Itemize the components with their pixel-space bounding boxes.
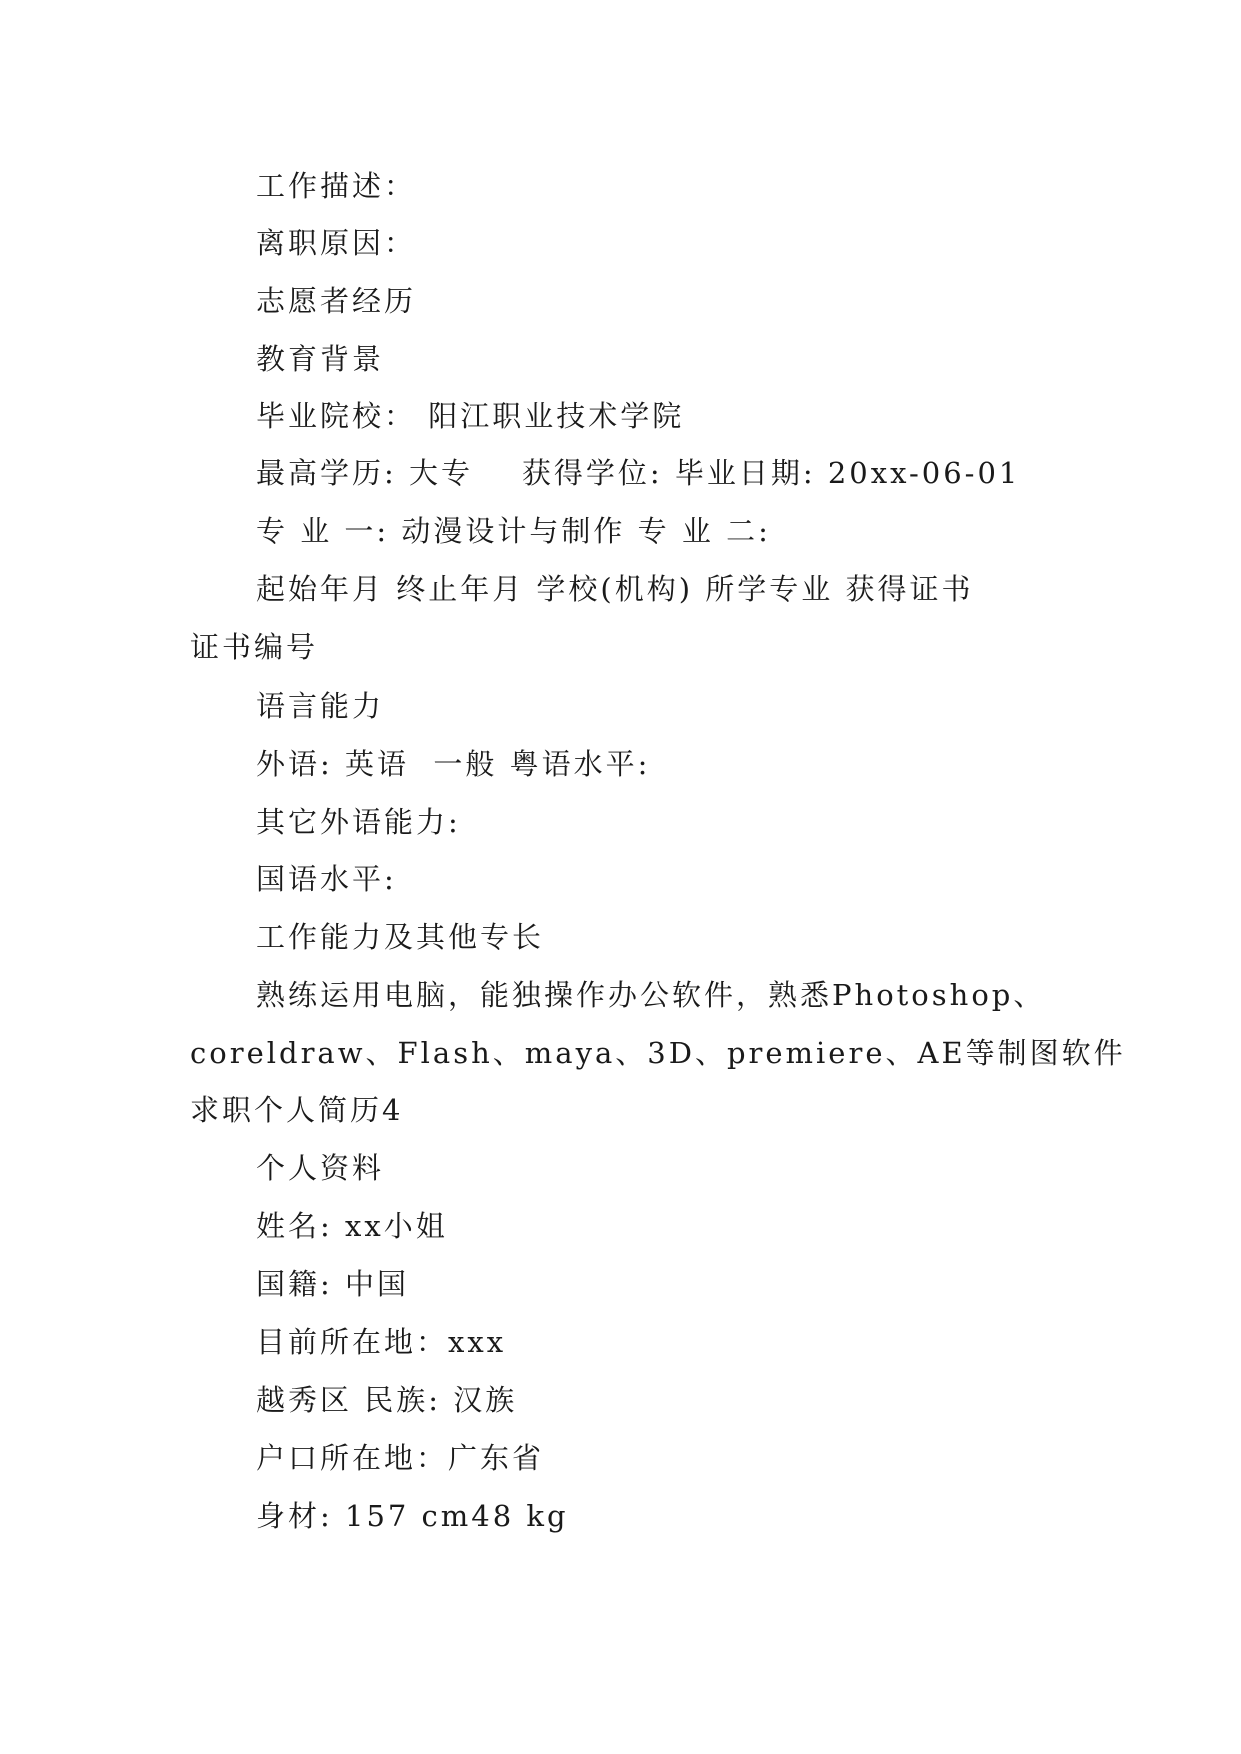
line-graduate-school: 毕业院校： 阳江职业技术学院 [256,399,685,433]
line-household-registration: 户口所在地：广东省 [256,1441,545,1475]
line-skills-1: 熟练运用电脑，能独操作办公软件，熟悉Photoshop、 [256,978,1046,1012]
line-job-description: 工作描述： [256,169,417,203]
line-certificate-number: 证书编号 [190,630,319,664]
line-current-location: 目前所在地：xxx [256,1325,507,1359]
section-language-heading: 语言能力 [256,689,385,723]
section-volunteer-heading: 志愿者经历 [256,284,417,318]
line-ethnicity: 越秀区 民族: 汉族 [256,1383,518,1417]
section-education-heading: 教育背景 [256,342,385,376]
line-other-languages: 其它外语能力: [256,805,461,839]
line-skills-2: coreldraw、Flash、maya、3D、premiere、AE等制图软件 [190,1036,1126,1070]
resume-title: 求职个人简历4 [190,1093,404,1127]
line-education-columns: 起始年月 终止年月 学校(机构) 所学专业 获得证书 [256,572,974,606]
line-leave-reason: 离职原因： [256,226,417,260]
line-foreign-language: 外语: 英语 一般 粤语水平: [256,747,651,781]
line-degree-info: 最高学历: 大专 获得学位: 毕业日期: 20xx-06-01 [256,456,1021,490]
line-name: 姓名: xx小姐 [256,1209,448,1243]
line-height-weight: 身材: 157 cm48 kg [256,1499,569,1533]
line-majors: 专 业 一: 动漫设计与制作 专 业 二: [256,514,771,548]
line-nationality: 国籍: 中国 [256,1267,409,1301]
line-mandarin-level: 国语水平: [256,862,397,896]
section-personal-heading: 个人资料 [256,1151,385,1185]
section-skills-heading: 工作能力及其他专长 [256,920,545,954]
